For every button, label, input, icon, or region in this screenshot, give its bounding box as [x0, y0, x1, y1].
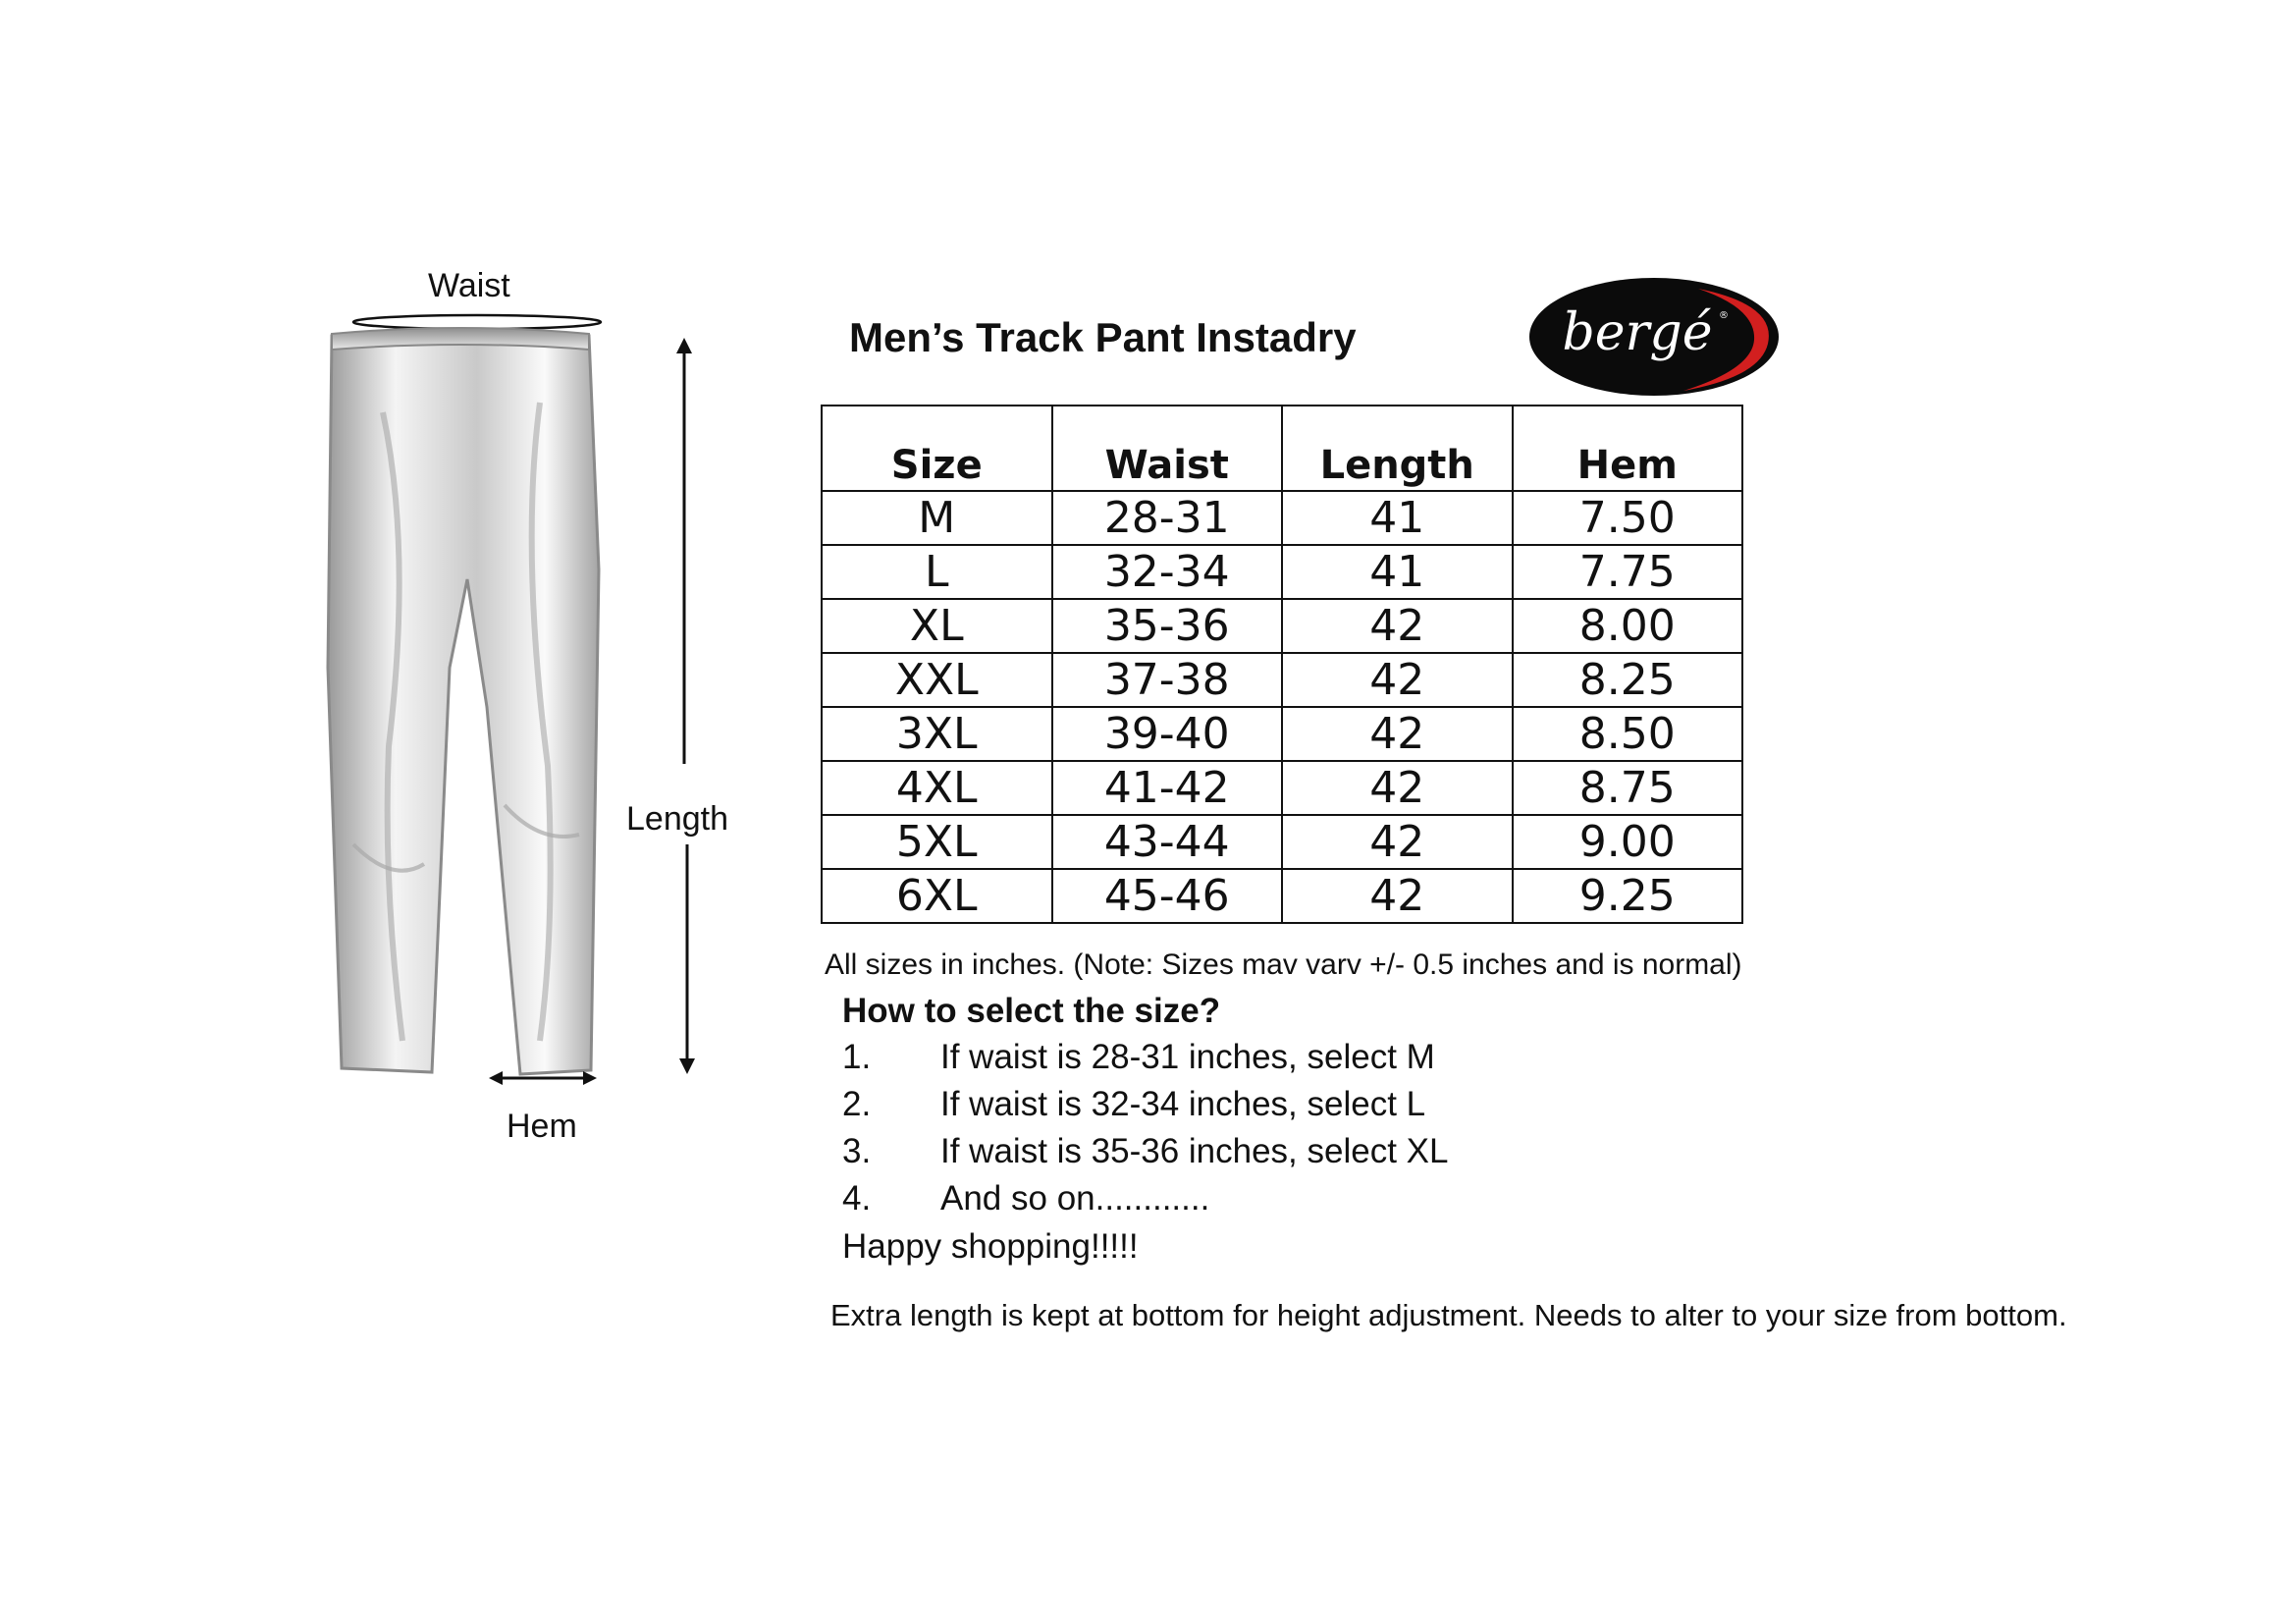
cell-size: 3XL: [822, 707, 1052, 761]
cell-waist: 28-31: [1052, 491, 1283, 545]
cell-size: 5XL: [822, 815, 1052, 869]
step-text: If waist is 32-34 inches, select L: [940, 1085, 1426, 1123]
header-hem: Hem: [1513, 406, 1743, 491]
size-chart-table: [821, 405, 1743, 924]
table-row: [822, 545, 1742, 599]
cell-waist: 37-38: [1052, 653, 1283, 707]
cell-size: 6XL: [822, 869, 1052, 923]
list-item: [842, 1179, 1209, 1218]
cell-hem: 8.00: [1513, 599, 1743, 653]
sizes-note: All sizes in inches. (Note: Sizes mav varv +/- 0.5 inches and is normal): [825, 948, 1742, 981]
cell-length: 42: [1282, 761, 1513, 815]
how-to-heading: How to select the size?: [842, 992, 1221, 1030]
track-pant-illustration: [294, 255, 746, 1159]
cell-waist: 35-36: [1052, 599, 1283, 653]
waist-label: Waist: [428, 267, 510, 304]
cell-waist: 45-46: [1052, 869, 1283, 923]
cell-hem: 7.50: [1513, 491, 1743, 545]
page-title: Men’s Track Pant Instadry: [849, 314, 1357, 360]
closing-text: Happy shopping!!!!!: [842, 1227, 1139, 1266]
hem-label: Hem: [507, 1108, 577, 1145]
step-text: And so on............: [940, 1179, 1210, 1218]
table-header-row: [822, 406, 1742, 491]
cell-length: 42: [1282, 707, 1513, 761]
extra-length-note: Extra length is kept at bottom for height adjustment. Needs to alter to your size from bottom.: [830, 1298, 2067, 1332]
cell-size: L: [822, 545, 1052, 599]
header-length: Length: [1282, 406, 1513, 491]
length-label: Length: [626, 800, 728, 838]
list-item: [842, 1132, 1448, 1171]
cell-length: 41: [1282, 545, 1513, 599]
trademark-mark: ®: [1719, 310, 1729, 321]
cell-waist: 41-42: [1052, 761, 1283, 815]
list-item: [842, 1085, 1425, 1124]
table-row: [822, 815, 1742, 869]
cell-length: 41: [1282, 491, 1513, 545]
list-item: [842, 1038, 1435, 1077]
cell-size: M: [822, 491, 1052, 545]
cell-size: XXL: [822, 653, 1052, 707]
table-row: [822, 761, 1742, 815]
cell-waist: 43-44: [1052, 815, 1283, 869]
logo-text: bergé: [1562, 303, 1713, 362]
table-row: [822, 491, 1742, 545]
table-row: [822, 707, 1742, 761]
step-text: If waist is 35-36 inches, select XL: [940, 1132, 1449, 1170]
header-waist: Waist: [1052, 406, 1283, 491]
cell-hem: 9.00: [1513, 815, 1743, 869]
berge-logo-icon: [1526, 275, 1782, 399]
cell-waist: 39-40: [1052, 707, 1283, 761]
cell-hem: 8.50: [1513, 707, 1743, 761]
table-row: [822, 653, 1742, 707]
cell-waist: 32-34: [1052, 545, 1283, 599]
table-row: [822, 869, 1742, 923]
header-size: Size: [822, 406, 1052, 491]
cell-hem: 9.25: [1513, 869, 1743, 923]
cell-hem: 8.75: [1513, 761, 1743, 815]
cell-hem: 7.75: [1513, 545, 1743, 599]
table-row: [822, 599, 1742, 653]
step-number: 2.: [842, 1085, 872, 1123]
step-number: 1.: [842, 1038, 872, 1076]
cell-hem: 8.25: [1513, 653, 1743, 707]
cell-length: 42: [1282, 599, 1513, 653]
cell-size: XL: [822, 599, 1052, 653]
step-number: 4.: [842, 1179, 872, 1218]
cell-size: 4XL: [822, 761, 1052, 815]
cell-length: 42: [1282, 653, 1513, 707]
step-text: If waist is 28-31 inches, select M: [940, 1038, 1435, 1076]
step-number: 3.: [842, 1132, 872, 1170]
cell-length: 42: [1282, 815, 1513, 869]
brand-logo: [1526, 275, 1782, 399]
cell-length: 42: [1282, 869, 1513, 923]
pant-drawing-icon: [294, 255, 746, 1159]
